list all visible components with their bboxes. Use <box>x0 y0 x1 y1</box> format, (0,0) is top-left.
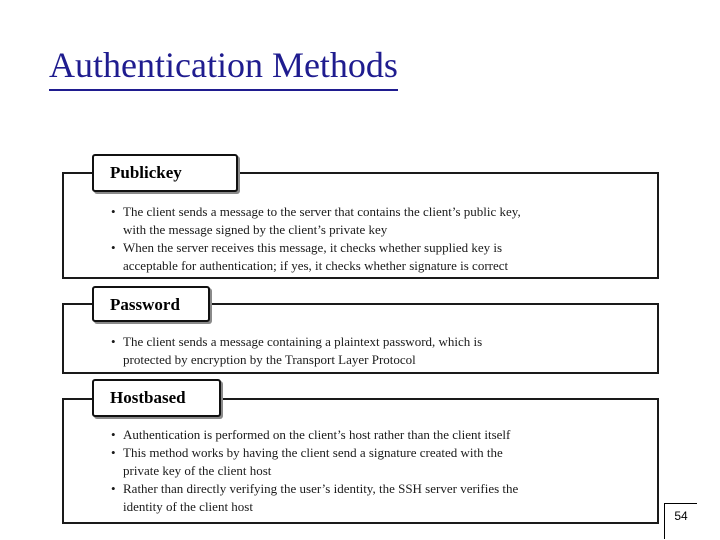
bullet-icon: • <box>111 204 116 219</box>
password-bullet-list <box>64 333 657 369</box>
slide-title: Authentication Methods <box>49 41 398 91</box>
bullet-item <box>64 333 657 369</box>
bullet-line: The client sends a message containing a plaintext password, which is <box>123 334 483 349</box>
bullet-line: Authentication is performed on the client’s host rather than the client itself <box>123 427 511 442</box>
bullet-item <box>64 444 657 480</box>
bullet-item <box>64 203 657 239</box>
bullet-item <box>64 239 657 275</box>
hostbased-bullet-list <box>64 426 657 516</box>
password-label: Password <box>92 286 210 322</box>
publickey-bullet-list <box>64 203 657 275</box>
page-number: 54 <box>664 503 697 539</box>
bullet-icon: • <box>111 445 116 460</box>
bullet-line: The client sends a message to the server that contains the client’s public key, <box>123 204 521 219</box>
bullet-line: When the server receives this message, it checks whether supplied key is <box>123 240 503 255</box>
bullet-item <box>64 480 657 516</box>
bullet-icon: • <box>111 334 116 349</box>
bullet-icon: • <box>111 240 116 255</box>
bullet-icon: • <box>111 481 116 496</box>
bullet-icon: • <box>111 427 116 442</box>
bullet-line: acceptable for authentication; if yes, it checks whether signature is correct <box>123 258 509 273</box>
bullet-line: with the message signed by the client’s private key <box>123 222 388 237</box>
bullet-line: protected by encryption by the Transport Layer Protocol <box>123 352 416 367</box>
bullet-line: private key of the client host <box>123 463 272 478</box>
bullet-item <box>64 426 657 444</box>
bullet-line: This method works by having the client send a signature created with the <box>123 445 503 460</box>
publickey-label: Publickey <box>92 154 238 192</box>
bullet-line: Rather than directly verifying the user’s identity, the SSH server verifies the <box>123 481 519 496</box>
bullet-line: identity of the client host <box>123 499 253 514</box>
hostbased-label: Hostbased <box>92 379 221 417</box>
